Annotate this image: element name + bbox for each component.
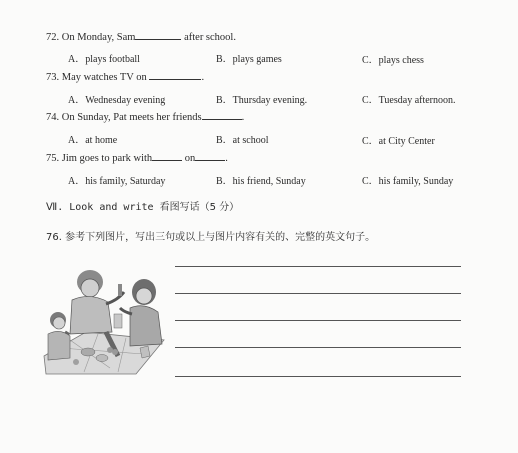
writing-line-1[interactable]: [175, 266, 461, 267]
option-a[interactable]: A．Wednesday evening: [68, 95, 166, 106]
section-heading: [46, 198, 239, 213]
writing-line-5[interactable]: [175, 376, 461, 377]
option-a[interactable]: A．his family, Saturday: [68, 176, 166, 187]
option-c[interactable]: C．Tuesday afternoon.: [362, 95, 456, 106]
question-text: Jim goes to park with: [61, 153, 153, 164]
option-b[interactable]: B．plays games: [216, 54, 282, 65]
option-a[interactable]: A．plays football: [68, 54, 140, 65]
answer-blank-2[interactable]: [195, 151, 225, 161]
question-text-end: .: [225, 153, 228, 164]
question-76: [46, 228, 375, 243]
question-72: [46, 30, 236, 43]
question-number: 75.: [46, 153, 60, 164]
question-number: 73.: [46, 72, 60, 83]
section-number: Ⅶ.: [46, 202, 64, 213]
section-title-cn: 看图写话（5 分）: [159, 202, 240, 213]
answer-blank-1[interactable]: [152, 151, 182, 161]
option-b[interactable]: B．Thursday evening.: [216, 95, 308, 106]
question-text-end: after school.: [184, 32, 236, 43]
option-c[interactable]: C．at City Center: [362, 136, 435, 147]
picnic-family-illustration: [40, 262, 166, 376]
option-b[interactable]: B．at school: [216, 135, 269, 146]
option-c[interactable]: C．his family, Sunday: [362, 176, 454, 187]
question-74: [46, 110, 244, 123]
question-73: [46, 70, 204, 83]
option-a[interactable]: A．at home: [68, 135, 118, 146]
question-text: On Monday, Sam: [61, 32, 136, 43]
answer-blank[interactable]: [135, 30, 181, 40]
question-75: [46, 151, 228, 164]
question-text-end: .: [201, 72, 205, 83]
option-b[interactable]: B．his friend, Sunday: [216, 176, 306, 187]
answer-blank[interactable]: [202, 110, 242, 120]
question-number: 76.: [46, 232, 62, 243]
option-c[interactable]: C．plays chess: [362, 55, 424, 66]
question-text: 参考下列图片，写出三句或以上与图片内容有关的、完整的英文句子。: [65, 232, 376, 243]
question-text: On Sunday, Pat meets her friends: [61, 112, 202, 123]
question-text-end: .: [241, 112, 245, 123]
question-text: May watches TV on: [61, 72, 147, 83]
question-text-mid: on: [184, 153, 196, 164]
writing-line-3[interactable]: [175, 320, 461, 321]
section-title-en: Look and write: [69, 202, 154, 213]
writing-line-2[interactable]: [175, 293, 461, 294]
answer-blank[interactable]: [149, 70, 201, 80]
writing-line-4[interactable]: [175, 347, 461, 348]
question-number: 72.: [46, 32, 60, 43]
question-number: 74.: [46, 112, 60, 123]
